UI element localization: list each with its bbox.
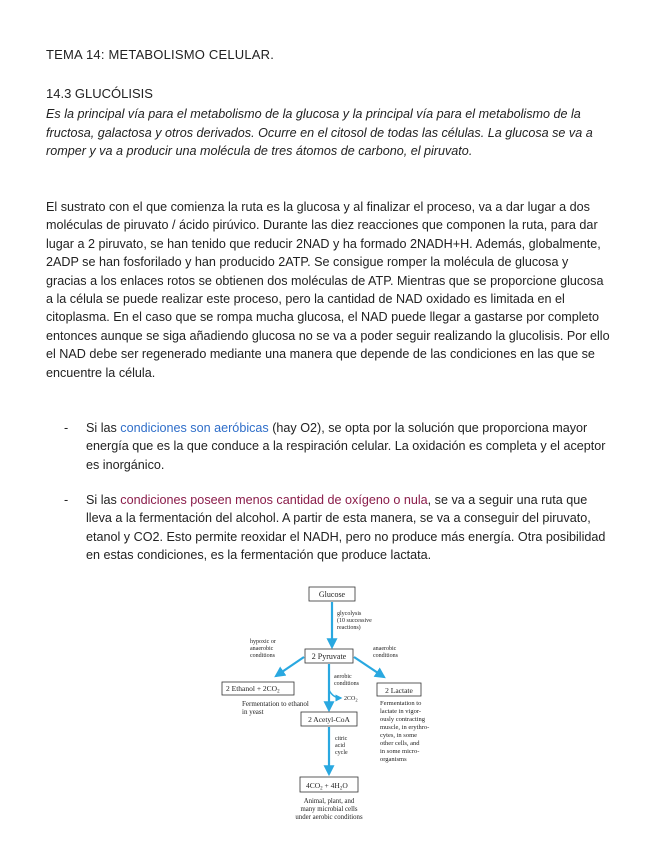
anaerobic-line-1: anaerobic <box>373 646 397 652</box>
co2-text: 2CO <box>344 696 356 702</box>
bullet-pre: Si las <box>86 493 121 507</box>
ethanol-label <box>226 684 280 695</box>
arrow-to-ethanol <box>276 657 304 676</box>
final-b: + 4H <box>322 781 340 790</box>
arrow-co2 <box>329 690 341 698</box>
final-label <box>306 781 348 792</box>
bullet-dash: - <box>64 421 69 435</box>
lactate-note-5: cytes, in some <box>380 732 418 739</box>
bullet-post: (hay O2), se opta por la solución que proporciona mayor energía que es la que conduce a la respiración celular. La oxidación es completa y el aceptor es inorgánico. <box>86 421 606 472</box>
final-sub1: 2 <box>320 786 323 792</box>
final-note-1: Animal, plant, and <box>303 798 355 805</box>
ethanol-note-2: in yeast <box>242 708 264 716</box>
lactate-note-2: lactate in vigor- <box>380 708 422 715</box>
hypoxic-line-3: conditions <box>250 653 275 659</box>
bullet-dash: - <box>64 493 69 507</box>
ethanol-note-1: Fermentation to ethanol <box>242 700 309 708</box>
lactate-note-1: Fermentation to <box>380 700 422 707</box>
final-note-3: under aerobic conditions <box>295 814 363 821</box>
lactate-note-3: ously contracting <box>380 716 425 723</box>
lactate-note-4: muscle, in erythro- <box>380 724 430 731</box>
final-c: O <box>342 781 348 790</box>
lactate-label: 2 Lactate <box>385 686 413 695</box>
section-heading: 14.3 GLUCÓLISIS <box>46 86 153 101</box>
anaerobic-line-2: conditions <box>373 653 398 659</box>
citric-line-3: cycle <box>335 750 348 756</box>
lactate-note-8: organisms <box>380 756 407 763</box>
pyruvate-label: 2 Pyruvate <box>311 652 347 661</box>
final-note-2: many microbial cells <box>300 806 358 813</box>
glycolysis-line-2: (10 successive <box>337 618 372 624</box>
citric-line-1: citric <box>335 736 348 742</box>
final-a: 4CO <box>306 781 321 790</box>
aerobic-highlight: condiciones son aeróbicas <box>120 421 269 435</box>
bullet-post: , se va a seguir una ruta que lleva a la fermentación del alcohol. A partir de esta manera, se va a conseguir del piruvato, etanol y CO2. Esto permite reoxidar el NADH, pero no produce más energía. Otra posibilidad en estas condiciones, es la fermentación que produce lactata. <box>86 493 606 563</box>
glycolysis-line-1: glycolysis <box>337 611 362 617</box>
anaerobic-highlight: condiciones poseen menos cantidad de oxígeno o nula <box>120 493 428 507</box>
glycolysis-line-3: reactions) <box>337 625 361 631</box>
page-title: TEMA 14: METABOLISMO CELULAR. <box>46 47 275 62</box>
aerobic-line-2: conditions <box>334 681 359 687</box>
bullet-pre: Si las <box>86 421 121 435</box>
acetyl-label: 2 Acetyl-CoA <box>308 715 350 724</box>
aerobic-line-1: aerobic <box>334 674 352 680</box>
citric-line-2: acid <box>335 743 345 749</box>
glucose-label: Glucose <box>318 590 346 599</box>
body-paragraph: El sustrato con el que comienza la ruta es la glucosa y al finalizar el proceso, va a dar lugar a dos moléculas de piruvato / ácido pirúvico. Durante las diez reacciones que componen la ruta, para dar lugar a 2 piruvato, se han tenido que reducir 2NAD y ha formado 2NADH+H. Además, globalmente, 2ADP se han fosforilado y han producido 2ATP. Se consigue romper la molécula de glucosa y gracias a los enlaces rotos se obtienen dos moléculas de ATP. Mientras que se proporcione glucosa a la célula se puede realizar este proceso, pero la cantidad de NAD oxidado es limitada en el citoplasma. En el caso que se rompa mucha glucosa, el NAD puede llegar a gastarse por completo entonces aunque se siga añadiendo glucosa no se va a poder seguir realizando la glucolisis. Por ello el NAD debe ser regenerado mediante una manera que depende de las condiciones en las que se encuentre la célula. <box>46 200 610 380</box>
co2-sub: 2 <box>355 697 358 703</box>
ethanol-sub: 2 <box>277 689 280 695</box>
final-sub2: 2 <box>339 786 343 792</box>
lactate-note-7: in some micro- <box>380 748 420 755</box>
ethanol-text: 2 Ethanol + 2CO <box>226 684 278 693</box>
co2-label <box>344 696 358 703</box>
intro-paragraph: Es la principal vía para el metabolismo de la glucosa y la principal vía para el metabolismo de la fructosa, galactosa y otros derivados. Ocurre en el citosol de todas las células. La glucosa se va a romper y va a producir una molécula de tres átomos de carbono, el piruvato. <box>46 107 593 158</box>
hypoxic-line-2: anaerobic <box>250 646 274 652</box>
hypoxic-line-1: hypoxic or <box>250 639 276 645</box>
arrow-to-lactate <box>354 657 384 677</box>
lactate-note-6: other cells, and <box>380 740 420 747</box>
